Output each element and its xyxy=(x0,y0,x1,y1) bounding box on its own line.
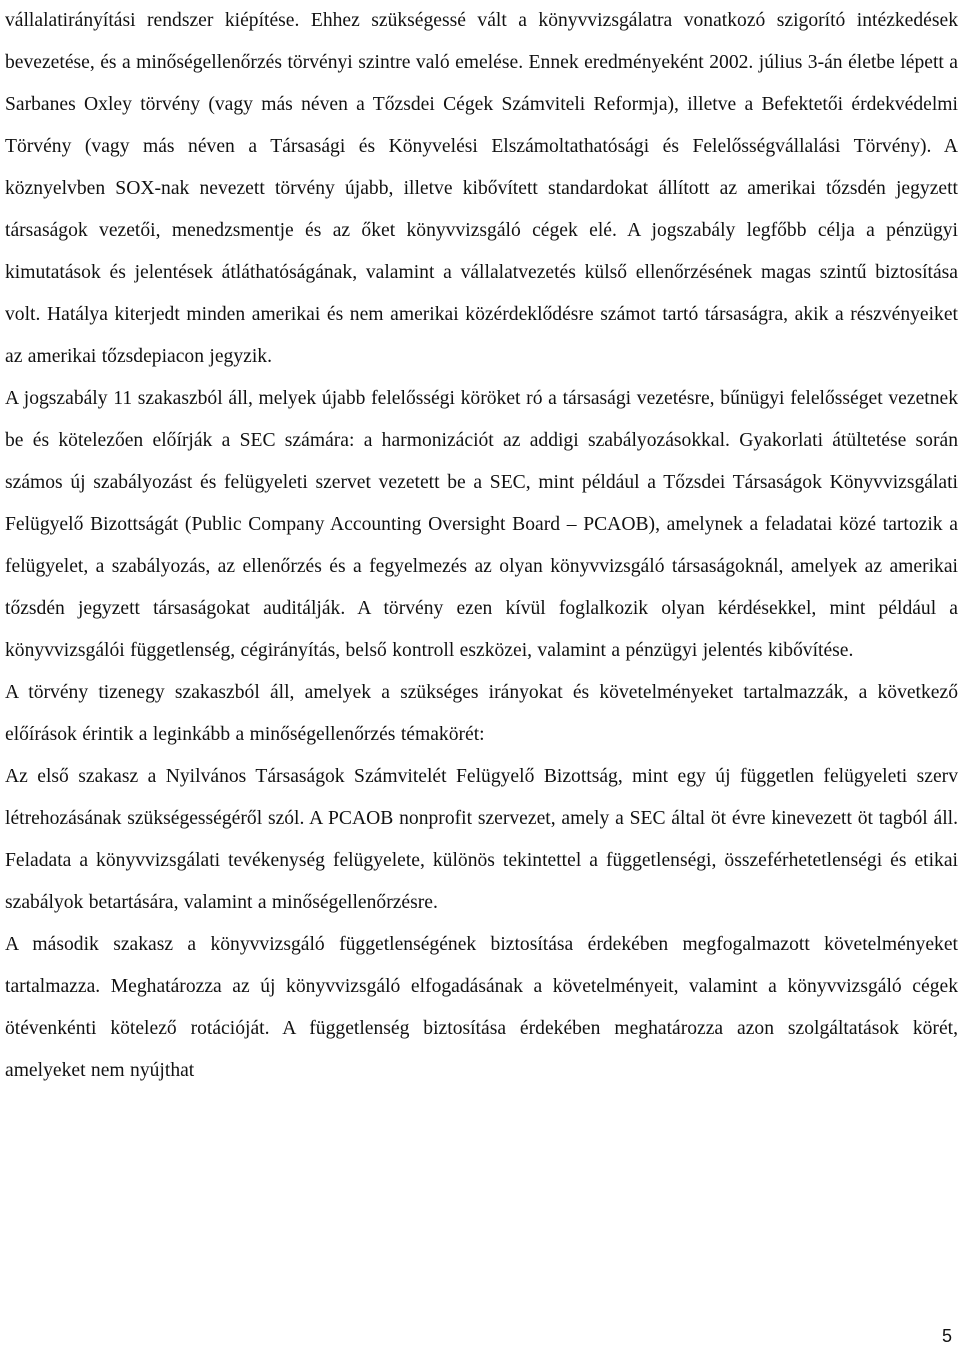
paragraph-second-section: A második szakasz a könyvvizsgáló függetlenségének biztosítása érdekében megfogalmazott követelményeket tartalmazza. Meghatározza az új könyvvizsgáló elfogadásának a követelményeit, valamint a könyvvizsgáló cégek ötévenkénti kötelező rotációját. A függetlenség biztosítása érdekében meghatározza azon szolgáltatások körét, amelyeket nem nyújthat xyxy=(5,934,958,1081)
page-number: 5 xyxy=(941,1326,952,1346)
paragraph-sox-background: vállalatirányítási rendszer kiépítése. Ehhez szükségessé vált a könyvvizsgálatra vonatkozó szigorító intézkedések bevezetése, és a minőségellenőrzés törvényi szintre való emelése. Ennek eredményeként 2002. július 3-án életbe lépett a Sarbanes Oxley törvény (vagy más néven a Tőzsdei Cégek Számviteli Reformja), illetve a Befektetői érdekvédelmi Törvény (vagy más néven a Társasági és Könyvelési Elszámoltathatósági és Felelősségvállalási Törvény). A köznyelvben SOX-nak nevezett törvény újabb, illetve kibővített standardokat állított az amerikai tőzsdén jegyzett társaságok vezetői, menedzsmentje és az őket könyvvizsgáló cégek elé. A jogszabály legfőbb célja a pénzügyi kimutatások és jelentések átláthatóságának, valamint a vállalatvezetés külső ellenőrzésének magas szintű biztosítása volt. Hatálya kiterjedt minden amerikai és nem amerikai közérdeklődésre számot tartó társaságra, akik a részvényeiket az amerikai tőzsdepiacon jegyzik. xyxy=(5,10,958,367)
paragraph-sox-eleven-sections: A törvény tizenegy szakaszból áll, amelyek a szükséges irányokat és követelményeket tartalmazzák, a következő előírások érintik a leginkább a minőségellenőrzés témakörét: xyxy=(5,682,958,745)
paragraph-sox-sections: A jogszabály 11 szakaszból áll, melyek újabb felelősségi köröket ró a társasági vezetésre, bűnügyi felelősséget vezetnek be és kötelezően előírják a SEC számára: a harmonizációt az addigi szabályozásokkal. Gyakorlati átültetése során számos új szabályozást és felügyeleti szervet vezetett be a SEC, mint például a Tőzsdei Társaságok Könyvvizsgálati Felügyelő Bizottságát (Public Company Accounting Oversight Board – PCAOB), amelynek a feladatai közé tartozik a felügyelet, a szabályozás, az ellenőrzés és a fegyelmezés az olyan könyvvizsgáló társaságoknál, amelyek az amerikai tőzsdén jegyzett társaságokat auditálják. A törvény ezen kívül foglalkozik olyan kérdésekkel, mint például a könyvvizsgálói függetlenség, cégirányítás, belső kontroll eszközei, valamint a pénzügyi jelentés kibővítése. xyxy=(5,388,958,661)
paragraph-first-section: Az első szakasz a Nyilvános Társaságok Számvitelét Felügyelő Bizottság, mint egy új független felügyeleti szerv létrehozásának szükségességéről szól. A PCAOB nonprofit szervezet, amely a SEC által öt évre kinevezett öt tagból áll. Feladata a könyvvizsgálati tevékenység felügyelete, különös tekintettel a függetlenségi, összeférhetetlenségi és etikai szabályok betartására, valamint a minőségellenőrzésre. xyxy=(5,766,958,913)
document-page xyxy=(5,0,958,1092)
